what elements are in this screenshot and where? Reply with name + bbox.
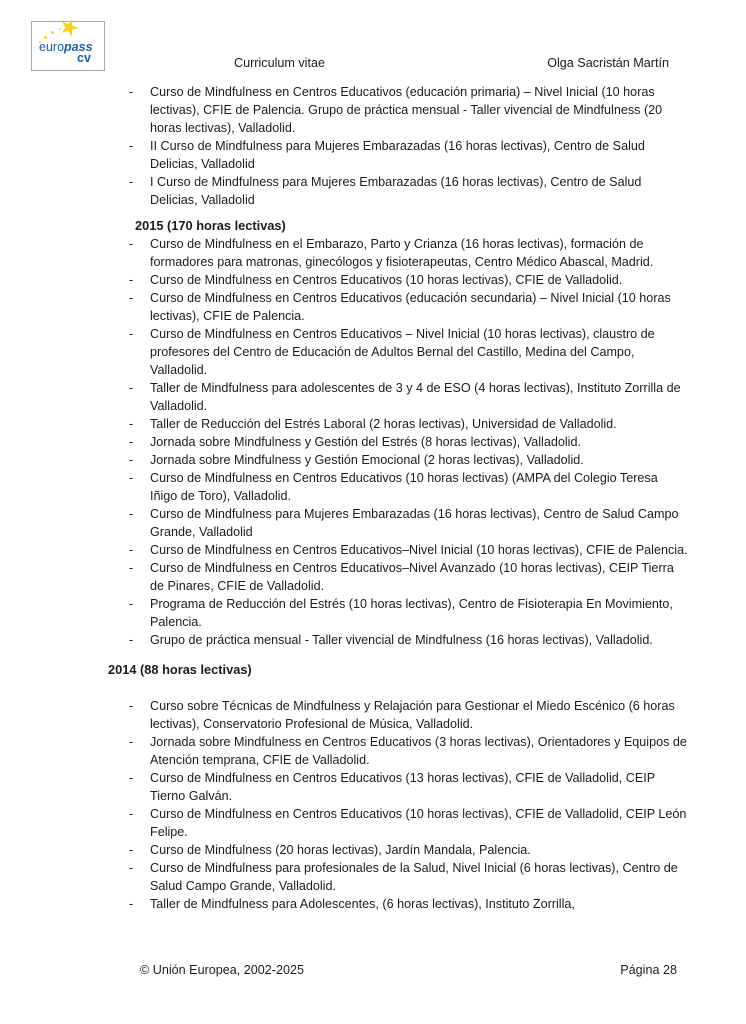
course-item-text: Curso de Mindfulness en Centros Educativos–Nivel Avanzado (10 horas lectivas), CEIP Tierra de Pinares, CFIE de Valladolid.	[150, 561, 674, 593]
course-item	[0, 289, 746, 325]
bullet-dash: -	[129, 897, 134, 911]
course-item	[0, 505, 746, 541]
course-item	[0, 541, 746, 559]
bullet-dash: -	[129, 417, 134, 431]
section-heading: 2014 (88 horas lectivas)	[108, 662, 252, 677]
course-item-text: Taller de Mindfulness para Adolescentes, (6 horas lectivas), Instituto Zorrilla,	[150, 897, 575, 911]
course-item	[0, 631, 746, 649]
bullet-dash: -	[129, 699, 134, 713]
star-trail-dot-icon	[51, 31, 54, 34]
star-trail-dot-icon	[44, 36, 47, 39]
course-item-text: Curso sobre Técnicas de Mindfulness y Relajación para Gestionar el Miedo Escénico (6 horas lectivas), Conservatorio Profesional de Música, Valladolid.	[150, 699, 675, 731]
course-item-text: Taller de Mindfulness para adolescentes de 3 y 4 de ESO (4 horas lectivas), Instituto Zorrilla de Valladolid.	[150, 381, 681, 413]
bullet-dash: -	[129, 85, 134, 99]
course-item	[0, 697, 746, 733]
course-item-text: Grupo de práctica mensual - Taller vivencial de Mindfulness (16 horas lectivas), Valladolid.	[150, 633, 653, 647]
course-item	[0, 379, 746, 415]
bullet-dash: -	[129, 381, 134, 395]
course-item	[0, 805, 746, 841]
course-item	[0, 173, 746, 209]
course-item	[0, 415, 746, 433]
bullet-dash: -	[129, 807, 134, 821]
course-item	[0, 235, 746, 271]
bullet-dash: -	[129, 543, 134, 557]
course-section-1	[0, 217, 746, 649]
course-item-text: Curso de Mindfulness para Mujeres Embarazadas (16 horas lectivas), Centro de Salud Campo Grande, Valladolid	[150, 507, 679, 539]
course-item-text: Curso de Mindfulness en Centros Educativos (13 horas lectivas), CFIE de Valladolid, CEIP Tierno Galván.	[150, 771, 655, 803]
course-item-text: Curso de Mindfulness en Centros Educativos (10 horas lectivas) (AMPA del Colegio Teresa Iñigo de Toro), Valladolid.	[150, 471, 658, 503]
section-heading: 2015 (170 horas lectivas)	[135, 218, 286, 233]
bullet-dash: -	[129, 175, 134, 189]
course-item-text: Jornada sobre Mindfulness y Gestión Emocional (2 horas lectivas), Valladolid.	[150, 453, 584, 467]
course-item-text: Jornada sobre Mindfulness y Gestión del Estrés (8 horas lectivas), Valladolid.	[150, 435, 581, 449]
course-item	[0, 83, 746, 137]
course-item	[0, 595, 746, 631]
europass-logo	[31, 11, 105, 71]
course-section-0	[0, 83, 746, 209]
course-item	[0, 733, 746, 769]
bullet-dash: -	[129, 561, 134, 575]
course-item	[0, 841, 746, 859]
course-item	[0, 769, 746, 805]
course-item-text: Curso de Mindfulness en Centros Educativos (educación secundaria) – Nivel Inicial (10 horas lectivas), CFIE de Palencia.	[150, 291, 671, 323]
bullet-dash: -	[129, 735, 134, 749]
course-section-2	[0, 661, 746, 913]
bullet-dash: -	[129, 435, 134, 449]
course-item	[0, 433, 746, 451]
course-item-text: Curso de Mindfulness en Centros Educativos (10 horas lectivas), CFIE de Valladolid.	[150, 273, 623, 287]
bullet-dash: -	[129, 843, 134, 857]
course-item-text: Curso de Mindfulness en Centros Educativos (educación primaria) – Nivel Inicial (10 horas lectivas), CFIE de Palencia. Grupo de práctica mensual - Taller vivencial de Mindfulness (20 horas lectivas), Valladolid.	[150, 85, 663, 135]
document-title: Curriculum vitae	[234, 56, 325, 70]
course-item	[0, 137, 746, 173]
course-item-text: Curso de Mindfulness en el Embarazo, Parto y Crianza (16 horas lectivas), formación de formadores para matronas, ginecólogos y fisioterapeutas, Centro Médico Abascal, Madrid.	[150, 237, 654, 269]
bullet-dash: -	[129, 861, 134, 875]
bullet-dash: -	[129, 633, 134, 647]
bullet-dash: -	[129, 471, 134, 485]
course-item	[0, 469, 746, 505]
course-item-text: I Curso de Mindfulness para Mujeres Embarazadas (16 horas lectivas), Centro de Salud Delicias, Valladolid	[150, 175, 642, 207]
bullet-dash: -	[129, 453, 134, 467]
course-item	[0, 859, 746, 895]
course-item-text: Curso de Mindfulness en Centros Educativos – Nivel Inicial (10 horas lectivas), claustro de profesores del Centro de Educación de Adultos Bernal del Castillo, Medina del Campo, Valladolid.	[150, 327, 655, 377]
course-item-text: Curso de Mindfulness en Centros Educativos (10 horas lectivas), CFIE de Valladolid, CEIP León Felipe.	[150, 807, 687, 839]
logo-pass-text: pass	[64, 40, 93, 54]
document-body	[0, 83, 746, 913]
bullet-dash: -	[129, 139, 134, 153]
course-item-text: Taller de Reducción del Estrés Laboral (2 horas lectivas), Universidad de Valladolid.	[150, 417, 617, 431]
course-item-text: II Curso de Mindfulness para Mujeres Embarazadas (16 horas lectivas), Centro de Salud Delicias, Valladolid	[150, 139, 645, 171]
course-item	[0, 895, 746, 913]
bullet-dash: -	[129, 327, 134, 341]
logo-cv-text: cv	[77, 51, 91, 65]
course-item	[0, 451, 746, 469]
page-number: Página 28	[620, 963, 677, 977]
bullet-dash: -	[129, 291, 134, 305]
course-item-text: Curso de Mindfulness para profesionales de la Salud, Nivel Inicial (6 horas lectivas), Centro de Salud Campo Grande, Valladolid.	[150, 861, 678, 893]
bullet-dash: -	[129, 771, 134, 785]
bullet-dash: -	[129, 237, 134, 251]
europass-star-icon: ★	[55, 11, 84, 43]
course-item-text: Jornada sobre Mindfulness en Centros Educativos (3 horas lectivas), Orientadores y Equipos de Atención temprana, CFIE de Valladolid.	[150, 735, 687, 767]
author-name: Olga Sacristán Martín	[547, 56, 669, 70]
bullet-dash: -	[129, 597, 134, 611]
logo-euro-text: euro	[39, 40, 65, 54]
course-item	[0, 559, 746, 595]
course-item-text: Curso de Mindfulness en Centros Educativos–Nivel Inicial (10 horas lectivas), CFIE de Palencia.	[150, 543, 688, 557]
page-footer	[140, 963, 677, 978]
course-item	[0, 271, 746, 289]
bullet-dash: -	[129, 507, 134, 521]
copyright-text: © Unión Europea, 2002-2025	[140, 963, 305, 977]
course-item	[0, 325, 746, 379]
course-item-text: Programa de Reducción del Estrés (10 horas lectivas), Centro de Fisioterapia En Movimiento, Palencia.	[150, 597, 673, 629]
bullet-dash: -	[129, 273, 134, 287]
course-item-text: Curso de Mindfulness (20 horas lectivas), Jardín Mandala, Palencia.	[150, 843, 531, 857]
